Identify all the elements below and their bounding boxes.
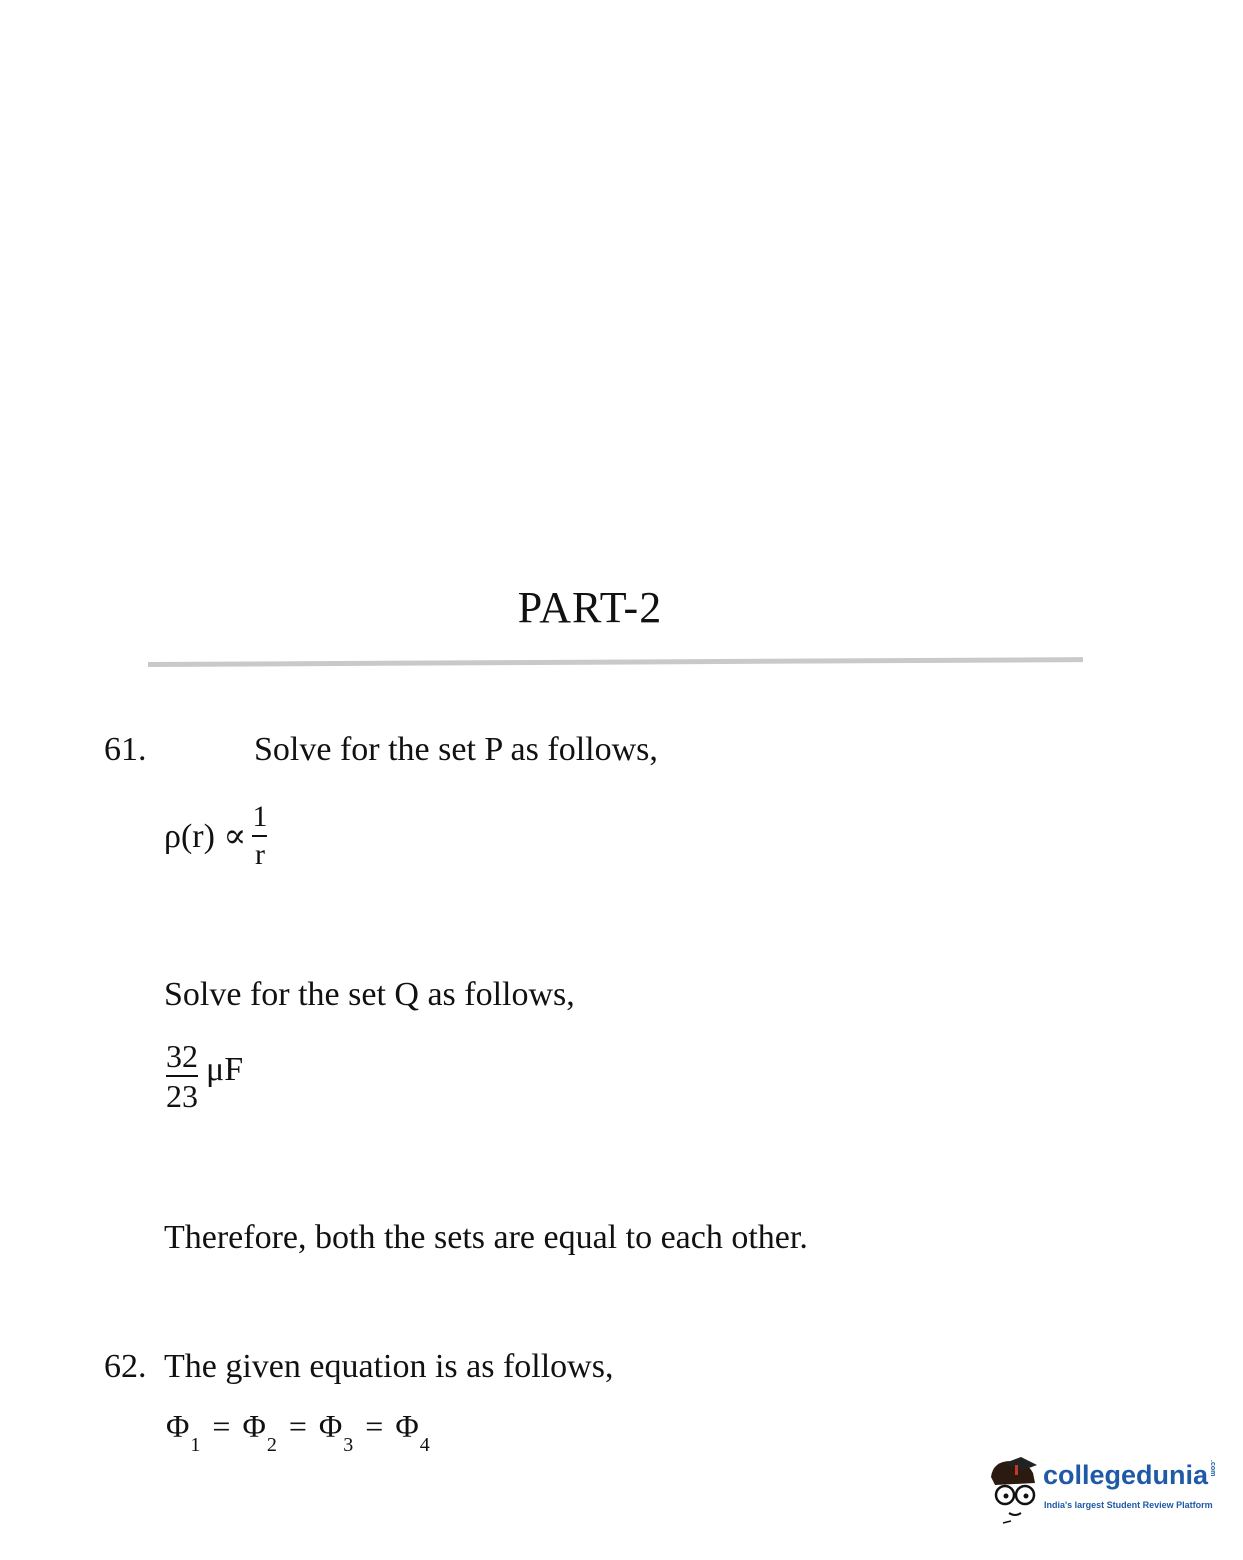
equals-sign: = — [212, 1408, 231, 1444]
phi-subscript: 1 — [190, 1434, 201, 1456]
phi-subscript: 2 — [266, 1434, 277, 1456]
equals-sign: = — [365, 1408, 384, 1444]
question-62-number: 62. — [104, 1348, 147, 1385]
formula-p-numerator: 1 — [252, 800, 268, 833]
fraction-bar — [252, 835, 267, 837]
phi-symbol: Φ — [166, 1408, 190, 1444]
logo-wordmark: collegedunia.com — [1043, 1460, 1217, 1490]
formula-q-denominator: 23 — [166, 1078, 198, 1114]
heading-divider — [148, 657, 1083, 667]
question-62-intro: The given equation is as follows, — [164, 1348, 614, 1385]
equals-sign: = — [288, 1408, 307, 1444]
logo-com: .com — [1209, 1460, 1217, 1477]
question-61-conclusion: Therefore, both the sets are equal to each other. — [164, 1219, 808, 1256]
formula-q — [166, 1040, 243, 1112]
phi-symbol: Φ — [242, 1408, 266, 1444]
student-mascot-icon — [985, 1455, 1045, 1527]
phi-subscript: 3 — [343, 1434, 354, 1456]
formula-q-unit: μF — [206, 1051, 244, 1088]
logo-tagline: India's largest Student Review Platform — [1044, 1500, 1213, 1510]
question-61-q-intro: Solve for the set Q as follows, — [164, 976, 575, 1013]
fraction-bar — [166, 1075, 198, 1077]
formula-p — [164, 802, 267, 870]
phi-subscript: 4 — [419, 1434, 430, 1456]
formula-q-numerator: 32 — [166, 1038, 198, 1074]
formula-p-fraction — [252, 802, 267, 870]
formula-p-lhs: ρ(r) ∝ — [164, 818, 247, 855]
page-heading: PART-2 — [517, 583, 663, 632]
formula-q-fraction — [166, 1040, 198, 1112]
phi-symbol: Φ — [318, 1408, 343, 1444]
question-61-intro: Solve for the set P as follows, — [254, 731, 658, 768]
formula-62 — [166, 1408, 430, 1456]
phi-symbol: Φ — [395, 1408, 419, 1444]
formula-p-denominator: r — [254, 838, 265, 871]
question-61-number: 61. — [104, 731, 147, 768]
